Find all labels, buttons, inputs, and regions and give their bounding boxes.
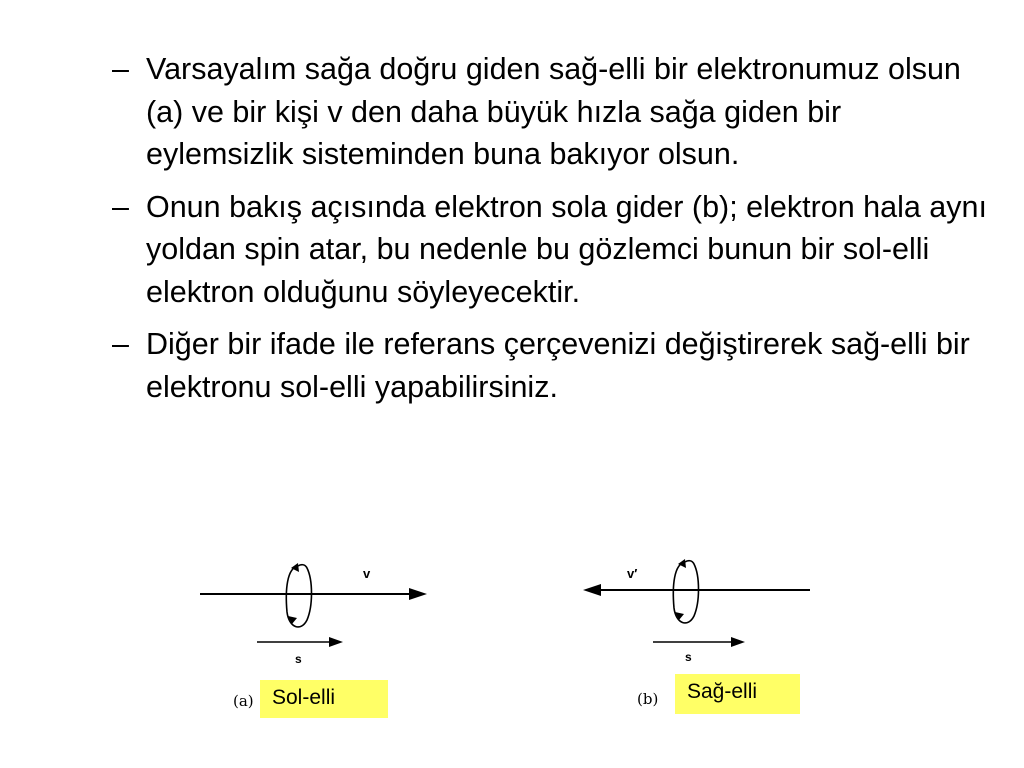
panel-label-a: (a) xyxy=(233,692,254,710)
slide-body xyxy=(112,48,992,418)
bullet-2 xyxy=(112,186,992,314)
figure-a-left-handed xyxy=(195,550,445,730)
caption-right-handed: Sağ-elli xyxy=(675,674,800,714)
figure-b-right-handed xyxy=(575,550,820,730)
bullet-marker: – xyxy=(112,327,129,361)
bullet-1 xyxy=(112,48,992,176)
bullet-marker: – xyxy=(112,52,129,86)
velocity-arrowhead xyxy=(409,588,427,600)
panel-label-b: (b) xyxy=(637,690,659,708)
bullet-text: Onun bakış açısında elektron sola gider (b); elektron hala aynı yoldan spin atar, bu nedenle bu gözlemci bunun bir sol-elli elektron olduğunu söyleyecektir. xyxy=(146,189,987,309)
velocity-label: v′ xyxy=(627,566,638,581)
spin-arrowhead xyxy=(731,637,745,647)
velocity-label: v xyxy=(363,566,371,581)
spin-label: s xyxy=(685,650,692,664)
bullet-text: Varsayalım sağa doğru giden sağ-elli bir elektronumuz olsun (a) ve bir kişi v den daha büyük hızla sağa giden bir eylemsizlik sisteminden buna bakıyor olsun. xyxy=(146,52,961,171)
spin-arrowhead xyxy=(329,637,343,647)
spin-label: s xyxy=(295,652,302,666)
bullet-marker: – xyxy=(112,189,129,224)
bullet-3 xyxy=(112,323,992,408)
caption-left-handed: Sol-elli xyxy=(260,680,388,718)
velocity-arrowhead xyxy=(583,584,601,596)
bullet-text: Diğer bir ifade ile referans çerçevenizi değiştirerek sağ-elli bir elektronu sol-elli yapabilirsiniz. xyxy=(146,327,970,404)
